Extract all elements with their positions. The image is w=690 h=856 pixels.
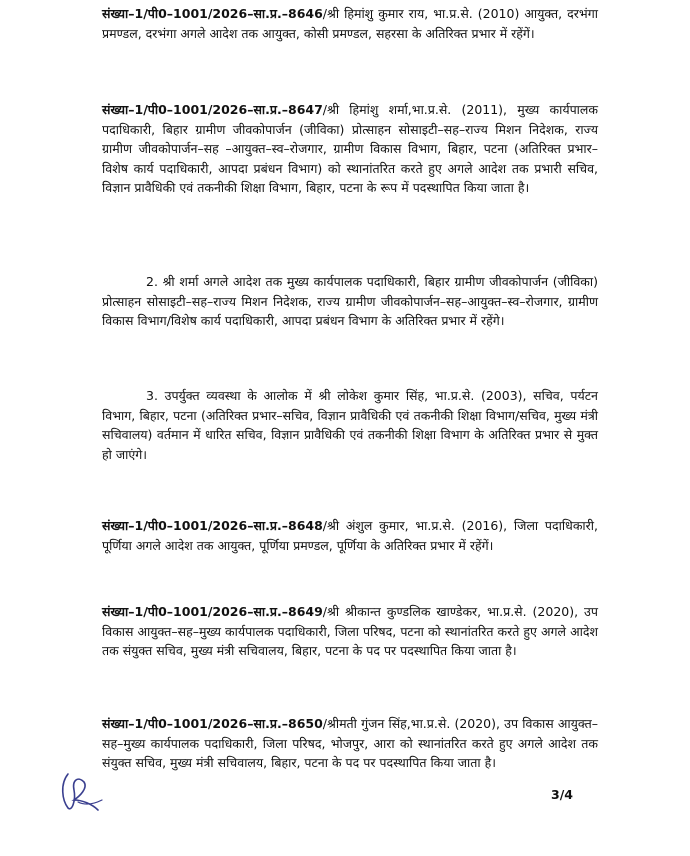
order-paragraph — [102, 4, 598, 43]
order-text: /श्री श्रीकान्त कुण्डलिक खाण्डेकर, भा.प्र.से. (2020), उप विकास आयुक्त–सह–मुख्य कार्यपालक पदाधिकारी, जिला परिषद, पटना को स्थानांतरित करते हुए अगले आदेश तक संयुक्त सचिव, मुख्य मंत्री सचिवालय, बिहार, पटना के पद पर पदस्थापित किया जाता है। — [102, 604, 598, 658]
order-paragraph — [102, 100, 598, 198]
paragraph-text: 3. उपर्युक्त व्यवस्था के आलोक में श्री लोकेश कुमार सिंह, भा.प्र.से. (2003), सचिव, पर्यटन विभाग, बिहार, पटना (अतिरिक्त प्रभार–सचिव, विज्ञान प्रावैधिकी एवं तकनीकी शिक्षा विभाग/सचिव, मुख्य मंत्री सचिवालय) वर्तमान में धारित सचिव, विज्ञान प्रावैधिकी एवं तकनीकी शिक्षा विभाग के अतिरिक्त प्रभार से मुक्त हो जाएंगे। — [102, 388, 598, 462]
order-text: /श्रीमती गुंजन सिंह,भा.प्र.से. (2020), उप विकास आयुक्त–सह–मुख्य कार्यपालक पदाधिकारी, जिला परिषद, भोजपुर, आरा को स्थानांतरित करते हुए अगले आदेश तक संयुक्त सचिव, मुख्य मंत्री सचिवालय, बिहार, पटना के पद पर पदस्थापित किया जाता है। — [102, 716, 598, 770]
handwritten-signature — [58, 770, 106, 814]
paragraph-text: 2. श्री शर्मा अगले आदेश तक मुख्य कार्यपालक पदाधिकारी, बिहार ग्रामीण जीवकोपार्जन (जीविका) प्रोत्साहन सोसाइटी–सह–राज्य मिशन निदेशक, राज्य ग्रामीण जीवकोपार्जन–सह–आयुक्त–स्व–रोजगार, ग्रामीण विकास विभाग/विशेष कार्य पदाधिकारी, आपदा प्रबंधन विभाग के अतिरिक्त प्रभार में रहेंगे। — [102, 274, 598, 328]
order-reference: संख्या–1/पी0–1001/2026–सा.प्र.–8646 — [102, 6, 323, 21]
page-number: 3/4 — [551, 787, 573, 802]
order-text: /श्री अंशुल कुमार, भा.प्र.से. (2016), जिला पदाधिकारी, पूर्णिया अगले आदेश तक आयुक्त, पूर्णिया प्रमण्डल, पूर्णिया के अतिरिक्त प्रभार में रहेंगें। — [102, 518, 598, 553]
order-paragraph — [102, 602, 598, 661]
order-reference: संख्या–1/पी0–1001/2026–सा.प्र.–8649 — [102, 604, 323, 619]
numbered-paragraph — [102, 272, 598, 331]
order-reference: संख्या–1/पी0–1001/2026–सा.प्र.–8647 — [102, 102, 323, 117]
order-reference: संख्या–1/पी0–1001/2026–सा.प्र.–8648 — [102, 518, 323, 533]
order-paragraph — [102, 714, 598, 773]
order-text: /श्री हिमांशु शर्मा,भा.प्र.से. (2011), मुख्य कार्यपालक पदाधिकारी, बिहार ग्रामीण जीवकोपार्जन (जीविका) प्रोत्साहन सोसाइटी–सह–राज्य मिशन निदेशक, राज्य ग्रामीण जीवकोपार्जन–सह –आयुक्त–स्व–रोजगार, ग्रामीण विकास विभाग, बिहार, पटना (अतिरिक्त प्रभार–विशेष कार्य पदाधिकारी, आपदा प्रबंधन विभाग) को स्थानांतरित करते हुए अगले आदेश तक प्रभारी सचिव, विज्ञान प्रावैधिकी एवं तकनीकी शिक्षा विभाग, बिहार, पटना के रूप में पदस्थापित किया जाता है। — [102, 102, 598, 195]
numbered-paragraph — [102, 386, 598, 464]
order-paragraph — [102, 516, 598, 555]
order-text: /श्री हिमांशु कुमार राय, भा.प्र.से. (2010) आयुक्त, दरभंगा प्रमण्डल, दरभंगा अगले आदेश तक आयुक्त, कोसी प्रमण्डल, सहरसा के अतिरिक्त प्रभार में रहेंगें। — [102, 6, 598, 41]
order-reference: संख्या–1/पी0–1001/2026–सा.प्र.–8650 — [102, 716, 323, 731]
